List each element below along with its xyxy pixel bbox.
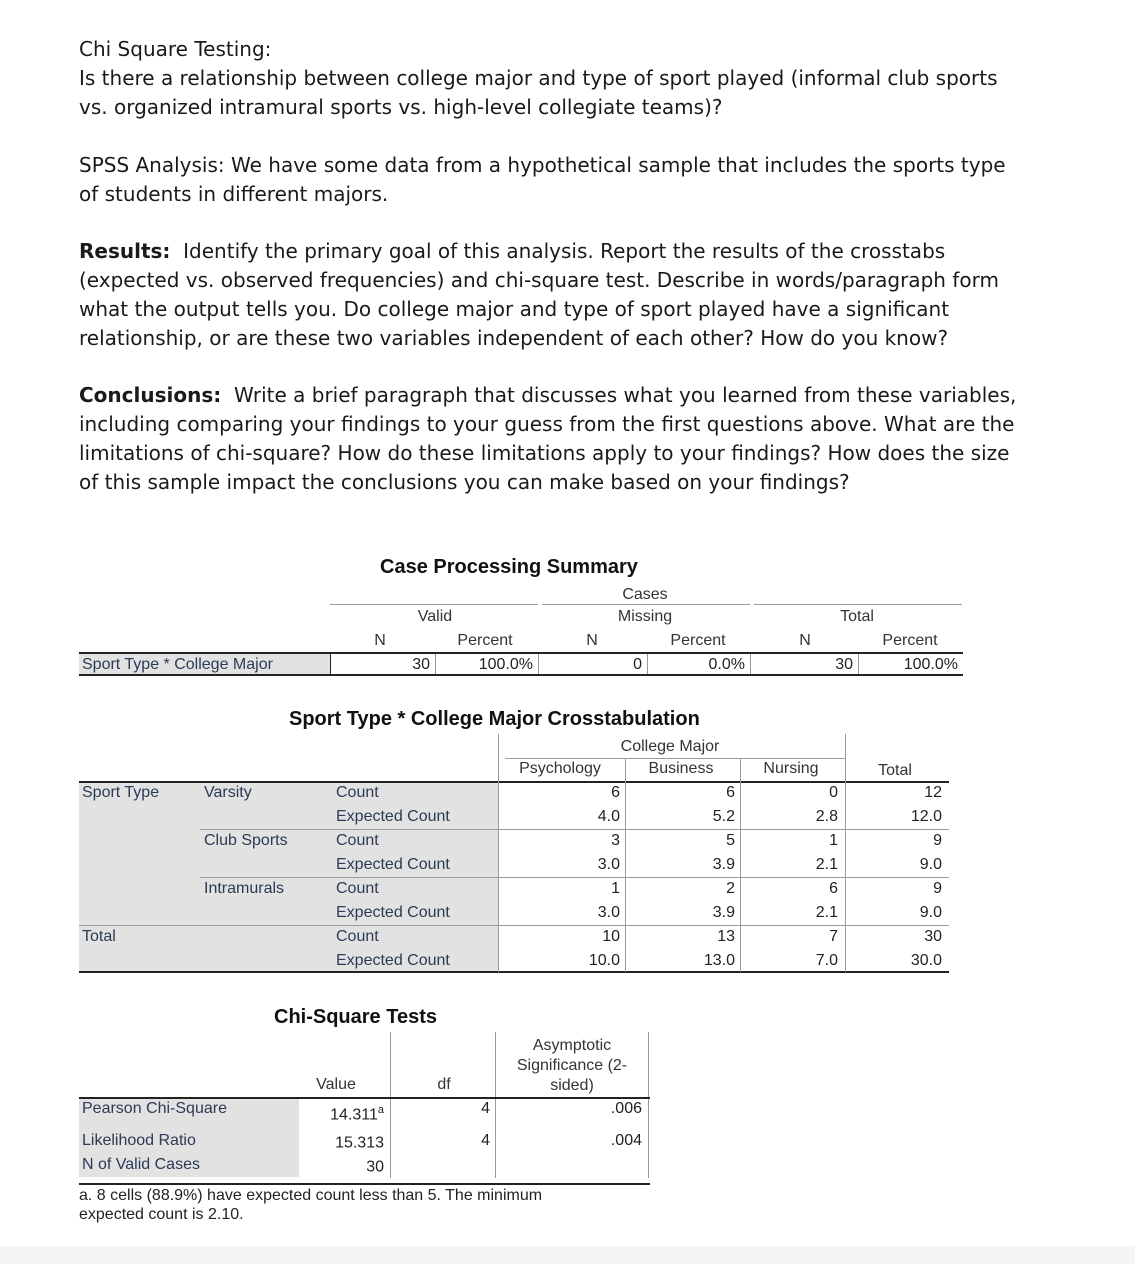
results-text: Identify the primary goal of this analysis. Report the results of the crosstabs (expected vs. observed frequencies) and chi-square test. Describe in words/paragraph form what the output tells you. Do college major and type of sport played have a significant relationship, or are these two variables independent of each other? How do you know?: [79, 239, 999, 350]
cases-header: Cases: [622, 586, 668, 603]
total-expected-cell: 7.0: [815, 952, 838, 969]
valid-percent: 100.0%: [478, 656, 533, 673]
expected-cell: 3.9: [712, 904, 735, 921]
col-nursing: Nursing: [763, 760, 819, 777]
chi-value-cell: [300, 1156, 384, 1176]
total-percent: 100.0%: [903, 656, 958, 673]
sport-type-label: Sport Type: [82, 784, 160, 801]
chi-sig-cell: .006: [610, 1100, 642, 1117]
count-cell: 9: [933, 880, 942, 897]
missing-percent: 0.0%: [708, 656, 745, 673]
total-count-cell: 13: [717, 928, 735, 945]
count-cell: 6: [829, 880, 838, 897]
count-cell: 5: [726, 832, 735, 849]
footnote-line-2: expected count is 2.10.: [79, 1206, 244, 1223]
col-business: Business: [648, 760, 714, 777]
missing-header: Missing: [617, 608, 673, 625]
footnote-line-1: a. 8 cells (88.9%) have expected count less than 5. The minimum: [79, 1187, 543, 1204]
chi-value: 30: [366, 1158, 384, 1176]
research-question: Is there a relationship between college major and type of sport played (informal club sports vs. organized intramural sports vs. high-level collegiate teams)?: [79, 66, 998, 119]
page-bottom-edge: [0, 1246, 1135, 1264]
conclusions-text: Write a brief paragraph that discusses what you learned from these variables, including comparing your findings to your guess from the first questions above. What are the limitations of chi-square? How do these limitations apply to your findings? How does the size of this sample impact the conclusions you can make based on your findings?: [79, 383, 1017, 494]
chi-value-cell: [300, 1132, 384, 1152]
spss-paragraph: SPSS Analysis: We have some data from a hypothetical sample that includes the sports type of students in different majors.: [79, 153, 1006, 206]
col-sig-line-2: Significance (2-: [516, 1057, 628, 1074]
valid-n: 30: [412, 656, 430, 673]
total-row-label: Total: [82, 928, 116, 945]
total-n-header: N: [799, 632, 811, 649]
valid-n-header: N: [374, 632, 386, 649]
expected-cell: 9.0: [919, 904, 942, 921]
count-cell: 6: [726, 784, 735, 801]
footnote-marker: a: [377, 1104, 384, 1116]
results-label: Results:: [79, 239, 171, 263]
count-cell: 1: [611, 880, 620, 897]
crosstab-title: Sport Type * College Major Crosstabulation: [289, 708, 700, 730]
col-value: Value: [316, 1076, 356, 1093]
chi-square-title: Chi-Square Tests: [274, 1006, 437, 1028]
expected-cell: 5.2: [712, 808, 735, 825]
sport-group-label: Varsity: [204, 784, 252, 801]
count-cell: 2: [726, 880, 735, 897]
expected-cell: 9.0: [919, 856, 942, 873]
total-expected-cell: 13.0: [703, 952, 735, 969]
results-paragraph: [79, 237, 1019, 353]
sport-group-label: Intramurals: [204, 880, 285, 897]
expected-cell: 12.0: [910, 808, 942, 825]
missing-n-header: N: [586, 632, 598, 649]
col-df: df: [437, 1076, 451, 1093]
expected-count-label: Expected Count: [336, 856, 450, 873]
total-count-label: Count: [336, 928, 379, 945]
count-cell: 6: [611, 784, 620, 801]
count-cell: 3: [611, 832, 620, 849]
expected-cell: 3.9: [712, 856, 735, 873]
chi-value: 14.311: [330, 1106, 378, 1124]
count-label: Count: [336, 832, 379, 849]
missing-percent-header: Percent: [670, 632, 726, 649]
total-n: 30: [835, 656, 853, 673]
count-cell: 12: [924, 784, 942, 801]
expected-cell: 3.0: [597, 904, 620, 921]
chi-row-label: Pearson Chi-Square: [82, 1100, 227, 1117]
expected-count-label: Expected Count: [336, 808, 450, 825]
missing-n: 0: [633, 656, 642, 673]
chi-value: 15.313: [335, 1134, 384, 1152]
chi-df-cell: 4: [481, 1100, 490, 1117]
chi-footnote: [79, 1186, 542, 1224]
college-major-header: College Major: [620, 738, 720, 755]
col-sig-line-3: sided): [550, 1077, 594, 1094]
total-count-cell: 7: [829, 928, 838, 945]
count-cell: 1: [829, 832, 838, 849]
total-percent-header: Percent: [882, 632, 938, 649]
col-significance: [498, 1036, 646, 1096]
expected-count-label: Expected Count: [336, 904, 450, 921]
expected-cell: 2.8: [815, 808, 838, 825]
total-expected-cell: 30.0: [910, 952, 942, 969]
valid-header: Valid: [417, 608, 453, 625]
col-total: Total: [878, 762, 912, 779]
conclusions-paragraph: [79, 381, 1019, 497]
conclusions-label: Conclusions:: [79, 383, 222, 407]
chi-row-label: N of Valid Cases: [82, 1156, 200, 1173]
total-count-cell: 10: [602, 928, 620, 945]
assignment-heading: [79, 35, 1019, 122]
page-title: Chi Square Testing:: [79, 37, 272, 61]
chi-sig-cell: .004: [610, 1132, 642, 1149]
col-sig-line-1: Asymptotic: [532, 1037, 612, 1054]
count-label: Count: [336, 784, 379, 801]
count-cell: 9: [933, 832, 942, 849]
total-expected-cell: 10.0: [588, 952, 620, 969]
total-count-cell: 30: [924, 928, 942, 945]
case-row-label: Sport Type * College Major: [82, 656, 273, 673]
chi-df-cell: 4: [481, 1132, 490, 1149]
expected-cell: 3.0: [597, 856, 620, 873]
expected-cell: 2.1: [815, 856, 838, 873]
case-summary-title: Case Processing Summary: [380, 556, 638, 578]
count-label: Count: [336, 880, 379, 897]
chi-row-label: Likelihood Ratio: [82, 1132, 196, 1149]
col-psychology: Psychology: [519, 760, 601, 777]
expected-cell: 2.1: [815, 904, 838, 921]
chi-value-cell: [300, 1104, 384, 1124]
count-cell: 0: [829, 784, 838, 801]
expected-cell: 4.0: [597, 808, 620, 825]
total-header: Total: [840, 608, 874, 625]
valid-percent-header: Percent: [457, 632, 513, 649]
total-expected-label: Expected Count: [336, 952, 450, 969]
sport-group-label: Club Sports: [204, 832, 288, 849]
